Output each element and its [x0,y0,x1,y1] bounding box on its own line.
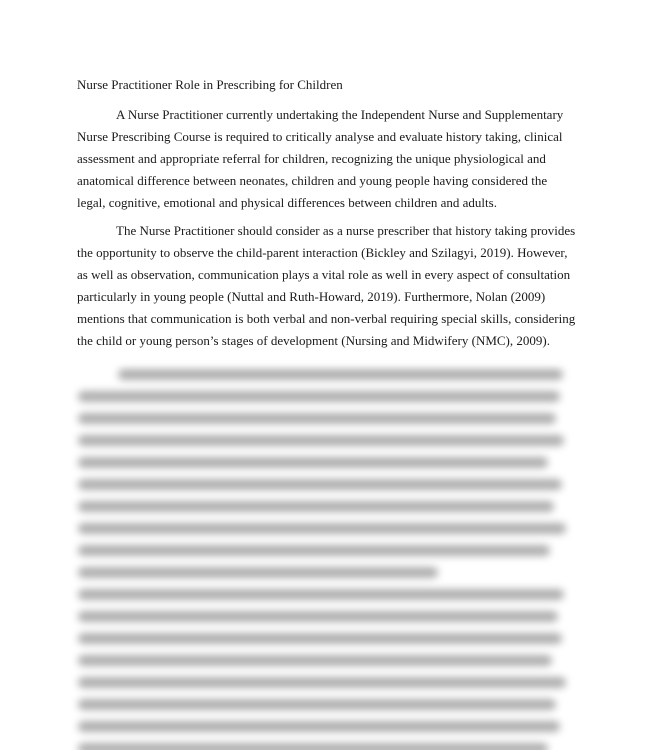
blurred-line [78,589,564,600]
blurred-line [78,413,556,424]
blurred-line [118,369,563,380]
blurred-line [78,501,554,512]
blur-fade [70,355,580,367]
blurred-line [78,633,562,644]
blurred-line [78,435,564,446]
blurred-line [78,479,562,490]
blurred-line [78,677,566,688]
document-title: Nurse Practitioner Role in Prescribing for Children [77,77,343,92]
blurred-line [78,611,558,622]
blurred-line [78,523,566,534]
blurred-line [78,655,552,666]
blurred-line [78,391,560,402]
blurred-line [78,457,548,468]
blurred-line [78,743,548,750]
blurred-line [78,699,556,710]
blurred-line [78,721,560,732]
blurred-content [70,355,580,750]
blurred-line [78,567,438,578]
paragraph-2: The Nurse Practitioner should consider as a nurse prescriber that history taking provides the opportunity to observe the child-parent interaction (Bickley and Szilagyi, 2019). However, as well as observation, communication plays a vital role as well in every aspect of consultation particularly in young people (Nuttal and Ruth-Howard, 2019). Furthermore, Nolan (2009) mentions that communication is both verbal and non-verbal requiring special skills, considering the child or young person’s stages of development (Nursing and Midwifery (NMC), 2009). [77,223,576,348]
paragraph-1: A Nurse Practitioner currently undertaking the Independent Nurse and Supplementary Nurse Prescribing Course is required to critically analyse and evaluate history taking, clinical assessment and appropriate referral for children, recognizing the unique physiological and anatomical difference between neonates, children and young people having considered the legal, cognitive, emotional and physical differences between children and adults. [77,107,564,210]
blurred-line [78,545,550,556]
